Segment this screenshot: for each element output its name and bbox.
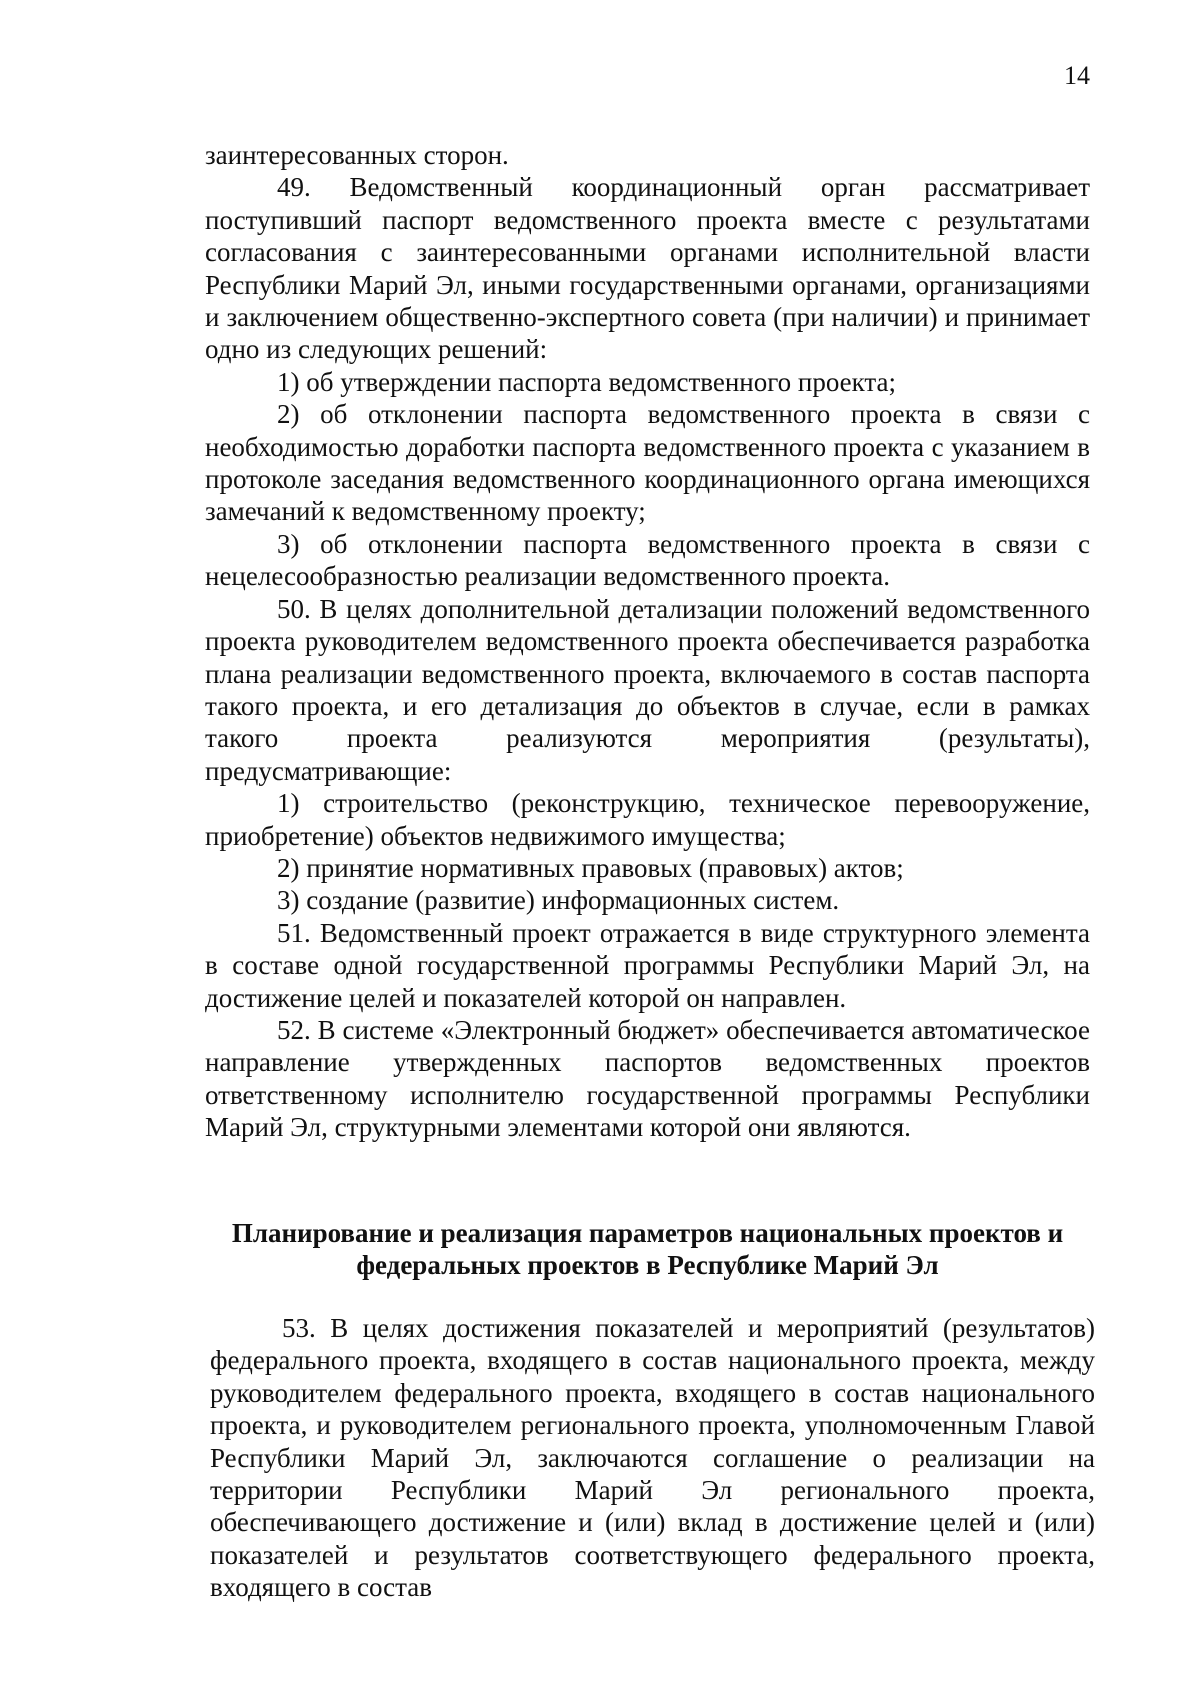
paragraph-51: 51. Ведомственный проект отражается в виде структурного элемента в составе одной государственной программы Республики Марий Эл, на достижение целей и показателей которой он направлен.: [205, 917, 1090, 1013]
list-item: 3) создание (развитие) информационных систем.: [277, 885, 840, 916]
list-item: 1) строительство (реконструкцию, техническое перевооружение, приобретение) объектов недвижимого имущества;: [205, 788, 1090, 851]
paragraph-49: 49. Ведомственный координационный орган рассматривает поступивший паспорт ведомственного проекта вместе с результатами согласования с заинтересованными органами исполнительной власти Республики Марий Эл, иными государственными органами, организациями и заключением общественно-экспертного совета (при наличии) и принимает одно из следующих решений:: [205, 172, 1090, 365]
paragraph: заинтересованных сторон.: [205, 140, 509, 170]
page-number: 14: [1064, 61, 1090, 90]
list-item: 2) принятие нормативных правовых (правовых) актов;: [277, 852, 904, 883]
paragraph-52: 52. В системе «Электронный бюджет» обеспечивается автоматическое направление утвержденных паспортов ведомственных проектов ответственному исполнителю государственной программы Республики Марий Эл, структурными элементами которой они являются.: [205, 1014, 1090, 1143]
list-item: 2) об отклонении паспорта ведомственного проекта в связи с необходимостью доработки паспорта ведомственного проекта с указанием в протоколе заседания ведомственного координационного органа имеющихся замечаний к ведомственному проекту;: [205, 399, 1090, 527]
body-text-top: [205, 139, 1090, 1144]
paragraph-50: 50. В целях дополнительной детализации положений ведомственного проекта руководителем ведомственного проекта обеспечивается разработка плана реализации ведомственного проекта, включаемого в состав паспорта такого проекта, и его детализация до объектов в случае, если в рамках такого проекта реализуются мероприятия (результаты), предусматривающие:: [205, 593, 1090, 786]
paragraph-53: 53. В целях достижения показателей и мероприятий (результатов) федерального проекта, входящего в состав национального проекта, между руководителем федерального проекта, входящего в состав национального проекта, и руководителем регионального проекта, уполномоченным Главой Республики Марий Эл, заключаются соглашение о реализации на территории Республики Марий Эл регионального проекта, обеспечивающего достижение и (или) вклад в достижение целей и (или) показателей и результатов соответствующего федерального проекта, входящего в состав: [210, 1313, 1095, 1603]
body-text-bottom: [210, 1312, 1095, 1604]
list-item: 1) об утверждении паспорта ведомственного проекта;: [277, 366, 897, 397]
section-heading: Планирование и реализация параметров национальных проектов и федеральных проектов в Республике Марий Эл: [231, 1218, 1064, 1281]
list-item: 3) об отклонении паспорта ведомственного проекта в связи с нецелесообразностью реализации ведомственного проекта.: [205, 528, 1090, 592]
